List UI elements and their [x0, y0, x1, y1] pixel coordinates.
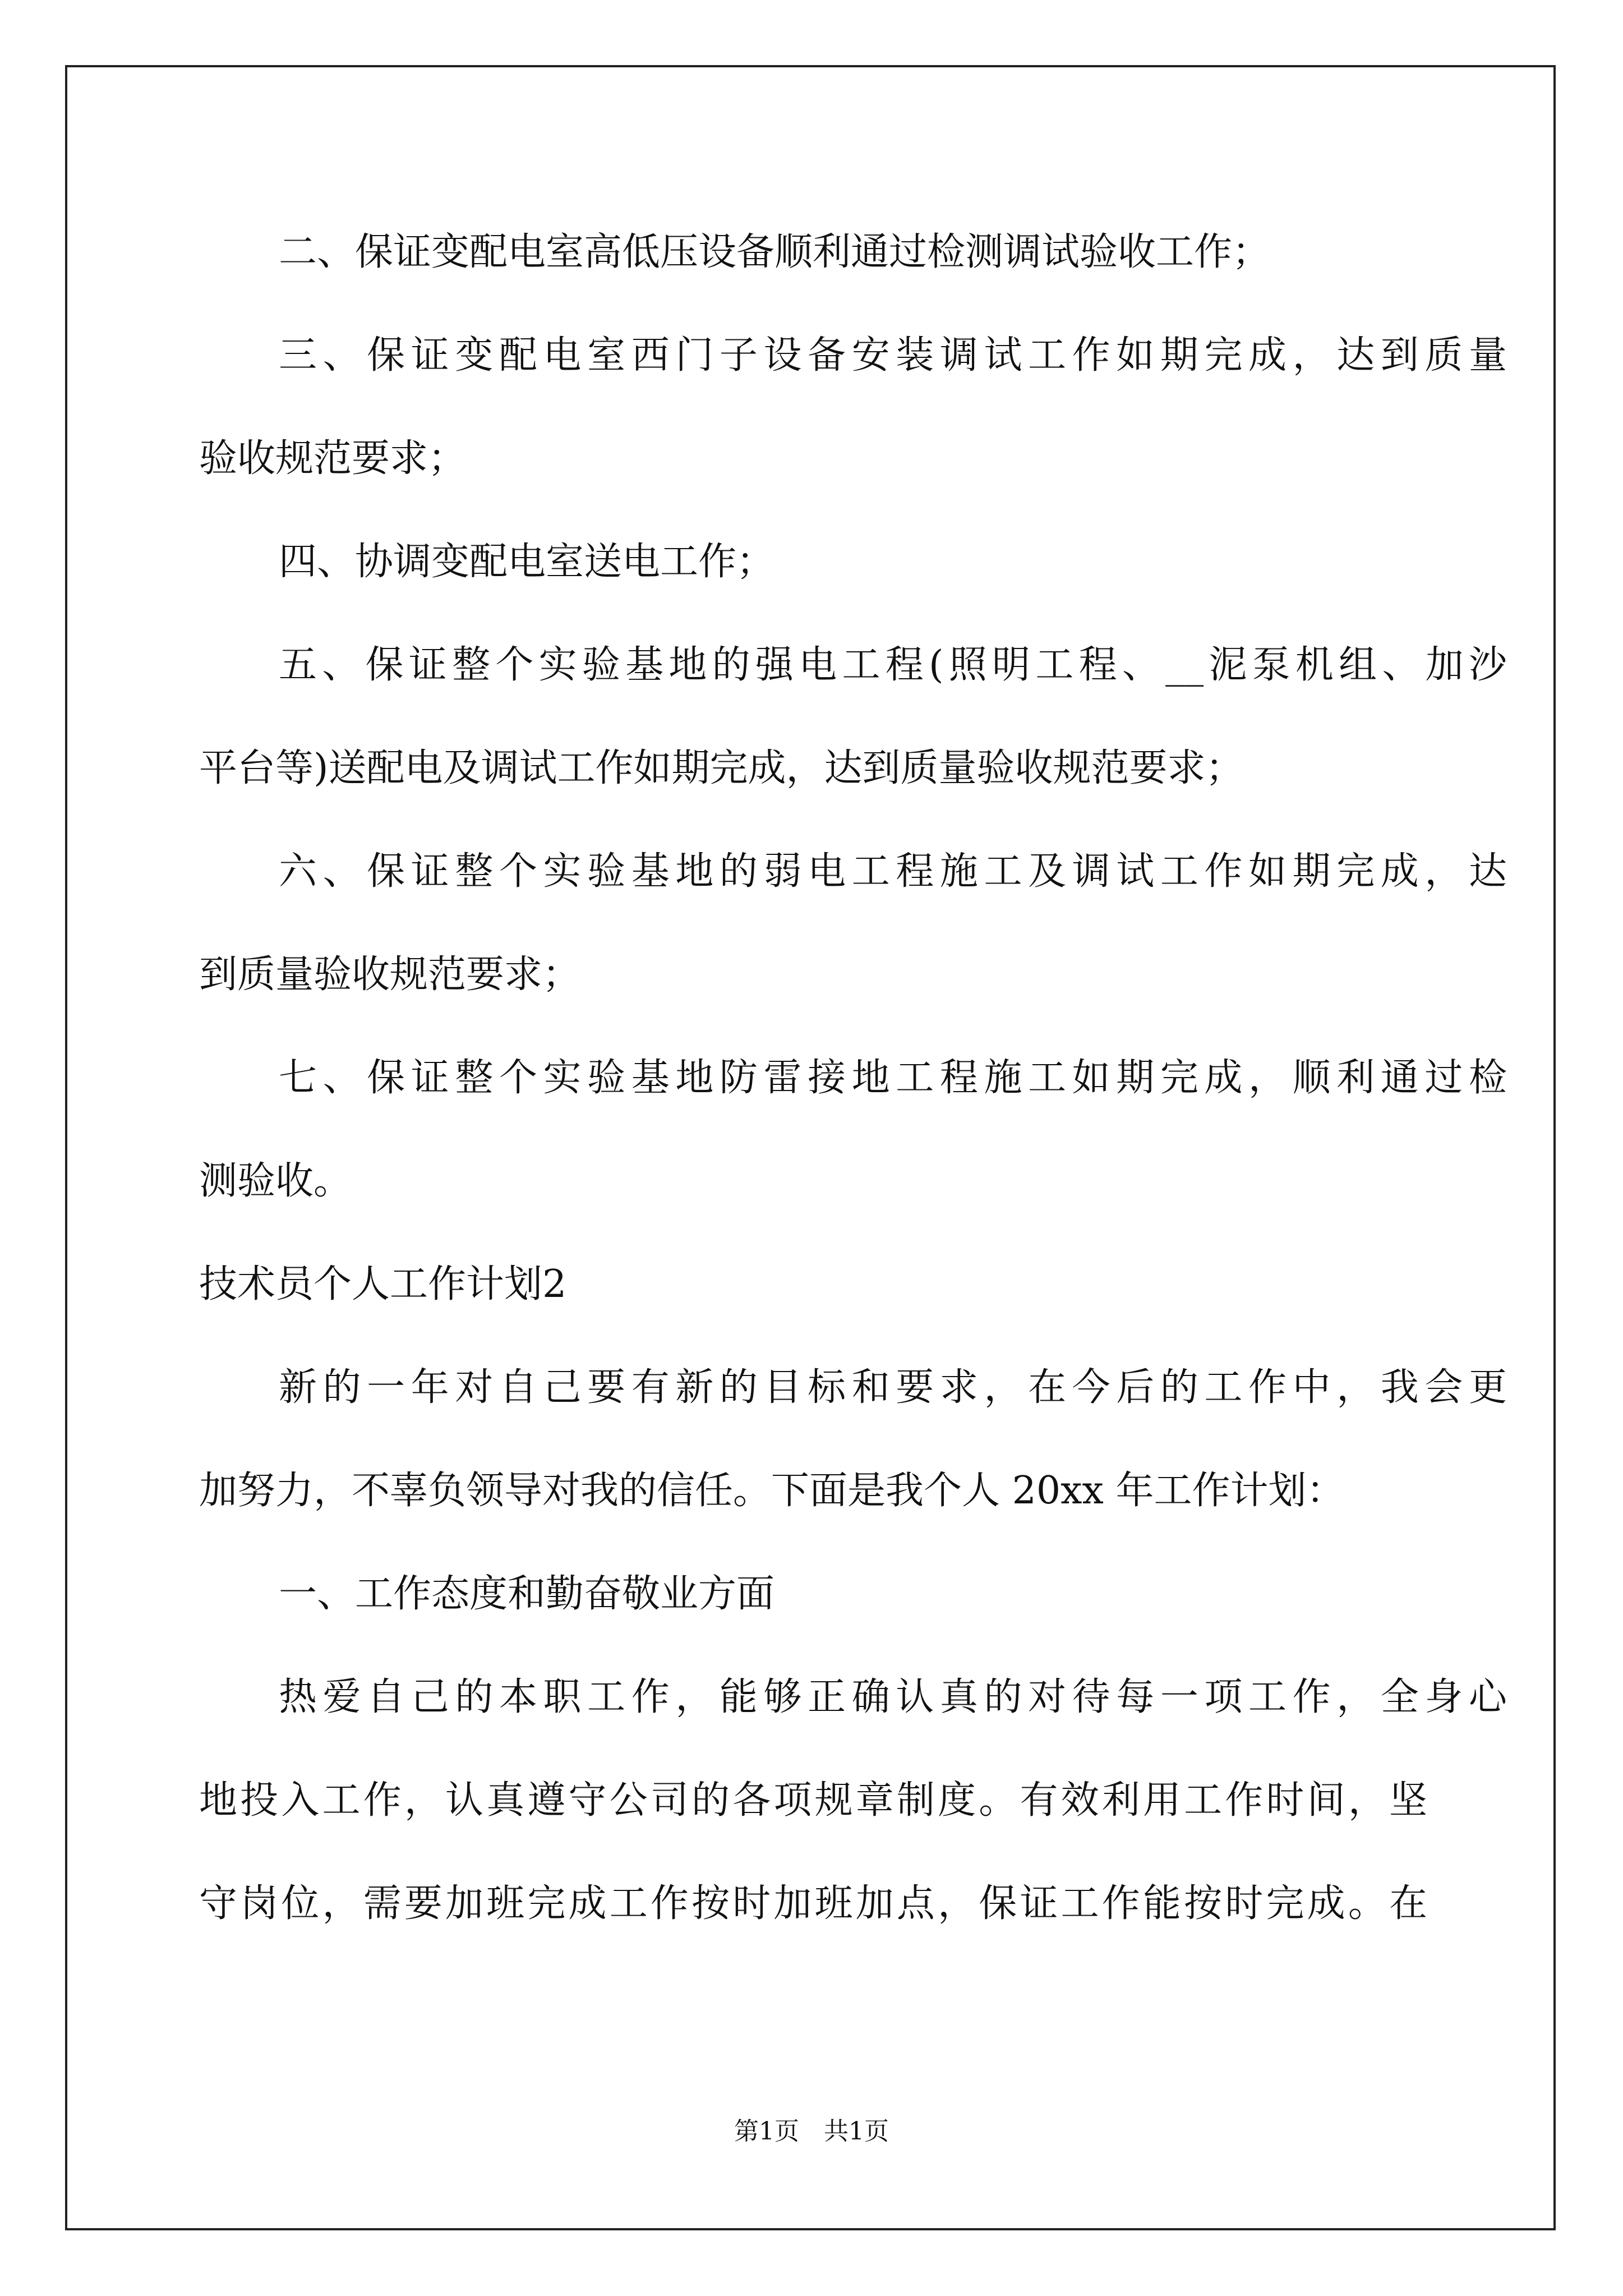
paragraph-line: 平台等)送配电及调试工作如期完成，达到质量验收规范要求；: [199, 746, 1244, 790]
section-heading: 技术员个人工作计划2: [199, 1262, 567, 1306]
paragraph-line: 五、保证整个实验基地的强电工程(照明工程、__泥泵机组、加沙: [279, 643, 1507, 687]
paragraph-line: 地投入工作，认真遵守公司的各项规章制度。有效利用工作时间，坚: [199, 1778, 1427, 1823]
paragraph-line: 七、保证整个实验基地防雷接地工程施工如期完成，顺利通过检: [279, 1056, 1507, 1100]
paragraph-line: 加努力，不辜负领导对我的信任。下面是我个人 20xx 年工作计划：: [199, 1469, 1345, 1513]
paragraph-line: 二、保证变配电室高低压设备顺利通过检测调试验收工作；: [279, 230, 1271, 274]
paragraph-line: 六、保证整个实验基地的弱电工程施工及调试工作如期完成，达: [279, 849, 1507, 894]
paragraph-line: 三、保证变配电室西门子设备安装调试工作如期完成，达到质量: [279, 333, 1507, 378]
paragraph-line: 守岗位，需要加班完成工作按时加班加点，保证工作能按时完成。在: [199, 1881, 1427, 1926]
paragraph-line: 热爱自己的本职工作，能够正确认真的对待每一项工作，全身心: [279, 1675, 1507, 1719]
paragraph-line: 验收规范要求；: [199, 436, 467, 481]
paragraph-line: 新的一年对自己要有新的目标和要求，在今后的工作中，我会更: [279, 1365, 1507, 1410]
page-footer: 第1页 共1页: [734, 2117, 889, 2146]
paragraph-line: 测验收。: [199, 1159, 352, 1203]
paragraph-line: 到质量验收规范要求；: [199, 953, 581, 997]
subheading-line: 一、工作态度和勤奋敬业方面: [279, 1572, 775, 1616]
paragraph-line: 四、协调变配电室送电工作；: [279, 540, 775, 584]
